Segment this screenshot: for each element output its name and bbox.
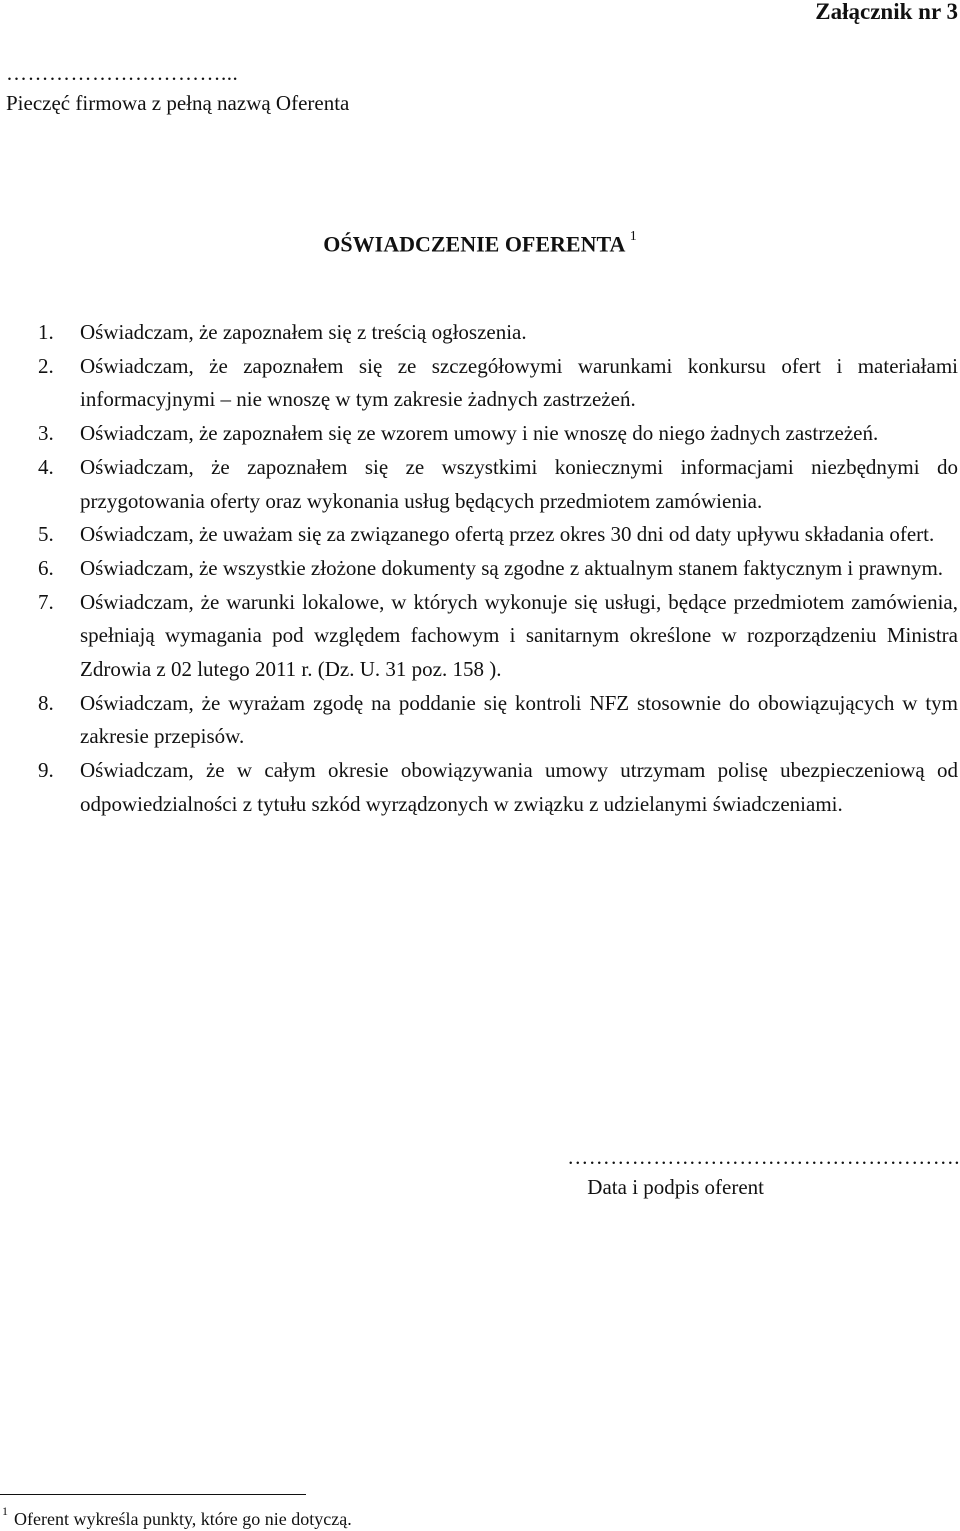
declaration-item — [0, 350, 960, 417]
footnote-text: Oferent wykreśla punkty, które go nie dotyczą. — [14, 1509, 352, 1529]
declaration-item — [0, 518, 960, 552]
declaration-number: 7. — [38, 589, 54, 614]
declaration-item — [0, 754, 960, 821]
stamp-label: Pieczęć firmowa z pełną nazwą Oferenta — [6, 91, 350, 115]
declaration-item — [0, 687, 960, 754]
title-text: OŚWIADCZENIE OFERENTA — [323, 231, 625, 257]
signature-dotted-line: ………………………………………………. — [567, 1145, 960, 1169]
declaration-text: Oświadczam, że zapoznałem się z treścią ogłoszenia. — [80, 320, 527, 344]
declaration-text: Oświadczam, że zapoznałem się ze szczegółowymi warunkami konkursu ofert i materiałami informacyjnymi – nie wnoszę w tym zakresie żadnych zastrzeżeń. — [80, 353, 958, 412]
declaration-item — [0, 586, 960, 687]
declaration-item — [0, 417, 960, 451]
declaration-text: Oświadczam, że wszystkie złożone dokumenty są zgodne z aktualnym stanem faktycznym i prawnym. — [80, 555, 944, 580]
stamp-dotted-line: …………………………... — [6, 61, 239, 85]
declaration-text: Oświadczam, że zapoznałem się ze wszystkimi koniecznymi informacjami niezbędnymi do przygotowania oferty oraz wykonania usług będących przedmiotem zamówienia. — [80, 454, 958, 513]
declaration-number: 2. — [38, 353, 54, 378]
declaration-text: Oświadczam, że uważam się za związanego ofertą przez okres 30 dni od daty upływu składania ofert. — [80, 522, 935, 547]
declaration-text: Oświadczam, że wyrażam zgodę na poddanie się kontroli NFZ stosownie do obowiązujących w tym zakresie przepisów. — [80, 690, 958, 749]
company-stamp-area — [6, 58, 349, 118]
title-footnote-ref: 1 — [629, 229, 637, 244]
declaration-number: 8. — [38, 690, 54, 715]
footnote-separator — [0, 1494, 306, 1495]
document-title — [0, 225, 960, 259]
declarations-list — [0, 316, 960, 822]
signature-area — [540, 1142, 960, 1202]
footnote — [2, 1502, 352, 1531]
declaration-number: 3. — [38, 421, 54, 446]
footnote-ref: 1 — [2, 1504, 8, 1518]
declaration-text: Oświadczam, że warunki lokalowe, w których wykonuje się usługi, będące przedmiotem zamówienia, spełniają wymagania pod względem fachowym i sanitarnym określone w rozporządzeniu Ministra Zdrowia z 02 lutego 2011 r. (Dz. U. 31 poz. 158 ). — [80, 589, 958, 682]
declaration-item — [0, 552, 960, 586]
declaration-text: Oświadczam, że zapoznałem się ze wzorem umowy i nie wnoszę do niego żadnych zastrzeżeń. — [80, 421, 879, 446]
declaration-number: 5. — [38, 522, 54, 547]
declaration-number: 6. — [38, 555, 54, 580]
signature-label: Data i podpis oferent — [587, 1175, 764, 1199]
annex-number: Załącznik nr 3 — [815, 0, 958, 24]
declaration-text: Oświadczam, że w całym okresie obowiązywania umowy utrzymam polisę ubezpieczeniową od odpowiedzialności z tytułu szkód wyrządzonych w związku z udzielanymi świadczeniami. — [80, 758, 958, 816]
declaration-number: 1. — [38, 320, 54, 344]
declaration-item — [0, 451, 960, 518]
declaration-number: 9. — [38, 758, 54, 783]
declaration-item — [0, 316, 960, 350]
declaration-number: 4. — [38, 454, 54, 479]
